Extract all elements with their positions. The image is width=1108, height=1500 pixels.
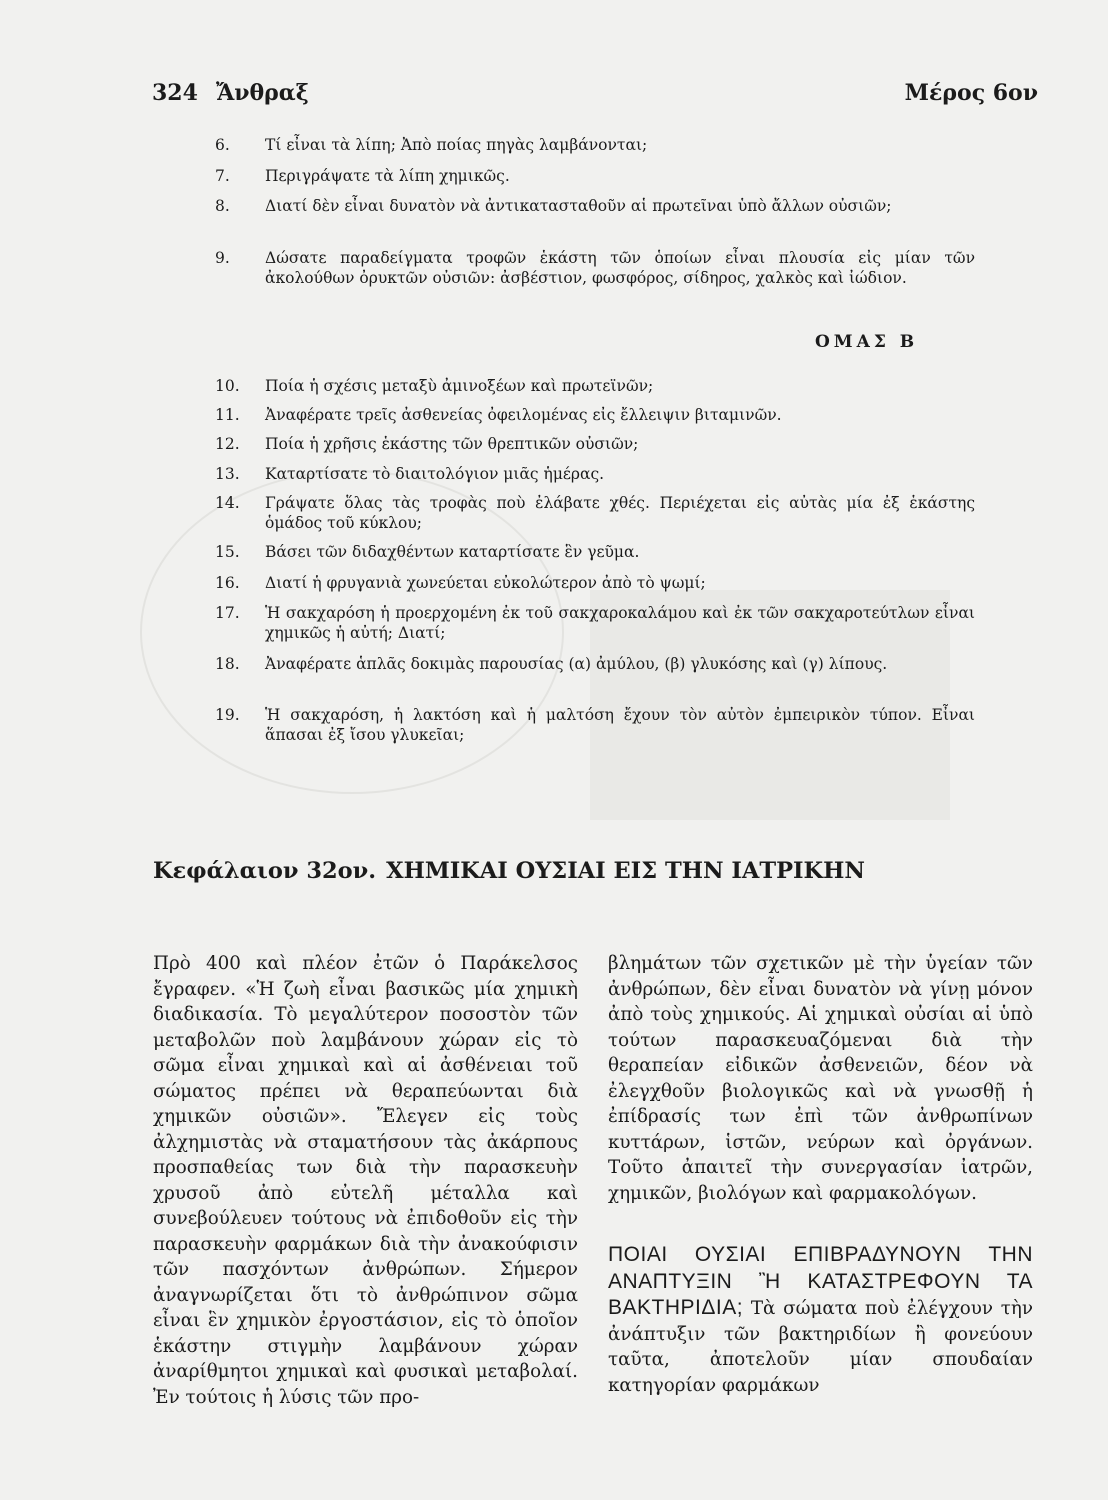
body-paragraph: Πρὸ 400 καὶ πλέον ἐτῶν ὁ Παράκελσος ἔγραφεν. «Ἡ ζωὴ εἶναι βασικῶς μία χημικὴ διαδικασία. Τὸ μεγαλύτερον ποσοστὸν τῶν μεταβολῶν ποὺ λαμβάνουν χώραν εἰς τὸ σῶμα εἶναι χημικαὶ καὶ αἱ ἀσθένειαι τοῦ σώματος πρέπει νὰ θεραπεύωνται διὰ χημικῶν οὐσιῶν». Ἔλεγεν εἰς τοὺς ἀλχημιστὰς νὰ σταματήσουν τὰς ἀκάρπους προσπαθείας των διὰ τὴν παρασκευὴν χρυσοῦ ἀπὸ εὐτελῆ μέταλλα καὶ συνεβούλευεν τούτους νὰ ἐπιδοθοῦν εἰς τὴν παρασκευὴν φαρμάκων διὰ τὴν ἀνακούφισιν τῶν πασχόντων ἀνθρώπων. Σήμερον ἀναγνωρίζεται ὅτι τὸ ἀνθρώπινον σῶμα εἶναι ἓν χημικὸν ἐργοστάσιον, εἰς τὸ ὁποῖον ἑκάστην στιγμὴν λαμβάνουν χώραν ἀναρίθμητοι χημικαὶ καὶ φυσικαὶ μεταβολαί. Ἐν τούτοις ἡ λύσις τῶν προ- bbox=[153, 953, 578, 1408]
section-text: Τὰ σώματα ποὺ ἐλέγχουν τὴν ἀνάπτυξιν τῶν βακτηριδίων ἢ φονεύουν ταῦτα, ἀποτελοῦν μίαν σπουδαίαν κατηγορίαν φαρμάκων bbox=[608, 1298, 1033, 1396]
running-header-right: Μέρος 6ον bbox=[904, 80, 1038, 106]
running-header-left bbox=[152, 80, 309, 106]
body-column-right bbox=[608, 951, 1033, 1398]
body-paragraph: βλημάτων τῶν σχετικῶν μὲ τὴν ὑγείαν τῶν ἀνθρώπων, δὲν εἶναι δυνατὸν νὰ γίνῃ μόνον ἀπὸ τοὺς χημικούς. Αἱ χημικαὶ οὐσίαι αἱ ὑπὸ τούτων παρασκευαζόμεναι διὰ τὴν θεραπείαν εἰδικῶν ἀσθενειῶν, δέον νὰ ἐλεγχθοῦν βιολογικῶς καὶ νὰ γνωσθῇ ἡ ἐπίδρασίς των ἐπὶ τῶν ἀνθρωπίνων κυττάρων, ἱστῶν, νεύρων καὶ ὀργάνων. Τοῦτο ἀπαιτεῖ τὴν συνεργασίαν ἰατρῶν, χημικῶν, βιολόγων καὶ φαρμακολόγων. bbox=[608, 953, 1033, 1204]
question-item: 11. Ἀναφέρατε τρεῖς ἀσθενείας ὀφειλομένας εἰς ἔλλειψιν βιταμινῶν. bbox=[215, 406, 782, 424]
question-item: 9. Δώσατε παραδείγματα τροφῶν ἑκάστη τῶν ὁποίων εἶναι πλουσία εἰς μίαν τῶν ἀκολούθων ὀρυκτῶν οὐσιῶν: ἀσβέστιον, φωσφόρος, σίδηρος, χαλκὸς καὶ ἰώδιον. bbox=[215, 249, 975, 287]
question-item: 7. Περιγράψατε τὰ λίπη χημικῶς. bbox=[215, 167, 510, 185]
section-subheading: ΠΟΙΑΙ ΟΥΣΙΑΙ ΕΠΙΒΡΑΔΥΝΟΥΝ ΤΗΝ ΑΝΑΠΤΥΞΙΝ Ἢ ΚΑΤΑΣΤΡΕΦΟΥΝ ΤΑ ΒΑΚΤΗΡΙΔΙΑ; bbox=[608, 1243, 1033, 1319]
question-item: 14. Γράψατε ὅλας τὰς τροφὰς ποὺ ἐλάβατε χθές. Περιέχεται εἰς αὐτὰς μία ἐξ ἑκάστης ὁμάδος τοῦ κύκλου; bbox=[215, 494, 975, 532]
question-item: 18. Ἀναφέρατε ἁπλᾶς δοκιμὰς παρουσίας (α) ἀμύλου, (β) γλυκόσης καὶ (γ) λίπους. bbox=[215, 655, 888, 673]
question-item: 15. Βάσει τῶν διδαχθέντων καταρτίσατε ἓν γεῦμα. bbox=[215, 543, 640, 561]
question-item: 16. Διατί ἡ φρυγανιὰ χωνεύεται εὐκολώτερον ἀπὸ τὸ ψωμί; bbox=[215, 574, 706, 592]
chapter-label: Κεφάλαιον 32ον. bbox=[153, 858, 377, 884]
question-item: 10. Ποία ἡ σχέσις μεταξὺ ἀμινοξέων καὶ πρωτεϊνῶν; bbox=[215, 377, 654, 395]
chapter-title: ΧΗΜΙΚΑΙ ΟΥΣΙΑΙ ΕΙΣ ΤΗΝ ΙΑΤΡΙΚΗΝ bbox=[386, 858, 865, 884]
question-item: 13. Καταρτίσατε τὸ διαιτολόγιον μιᾶς ἡμέρας. bbox=[215, 465, 605, 483]
header-title: Ἄνθραξ bbox=[215, 80, 309, 106]
group-b-title: ΟΜΑΣ Β bbox=[815, 332, 919, 352]
section-paragraph bbox=[608, 1242, 1033, 1398]
question-item: 8. Διατί δὲν εἶναι δυνατὸν νὰ ἀντικατασταθοῦν αἱ πρωτεῖναι ὑπὸ ἄλλων οὐσιῶν; bbox=[215, 197, 892, 215]
body-column-left bbox=[153, 951, 578, 1410]
question-item: 6. Τί εἶναι τὰ λίπη; Ἀπὸ ποίας πηγὰς λαμβάνονται; bbox=[215, 136, 648, 154]
chapter-heading bbox=[153, 858, 865, 884]
page-number: 324 bbox=[152, 80, 198, 106]
question-item: 17. Ἡ σακχαρόση ἡ προερχομένη ἐκ τοῦ σακχαροκαλάμου καὶ ἐκ τῶν σακχαροτεύτλων εἶναι χημικῶς ἡ αὐτή; Διατί; bbox=[215, 604, 975, 642]
question-item: 12. Ποία ἡ χρῆσις ἑκάστης τῶν θρεπτικῶν οὐσιῶν; bbox=[215, 435, 639, 453]
question-item: 19. Ἡ σακχαρόση, ἡ λακτόση καὶ ἡ μαλτόση ἔχουν τὸν αὐτὸν ἐμπειρικὸν τύπον. Εἶναι ἅπασαι ἐξ ἴσου γλυκεῖαι; bbox=[215, 706, 975, 744]
